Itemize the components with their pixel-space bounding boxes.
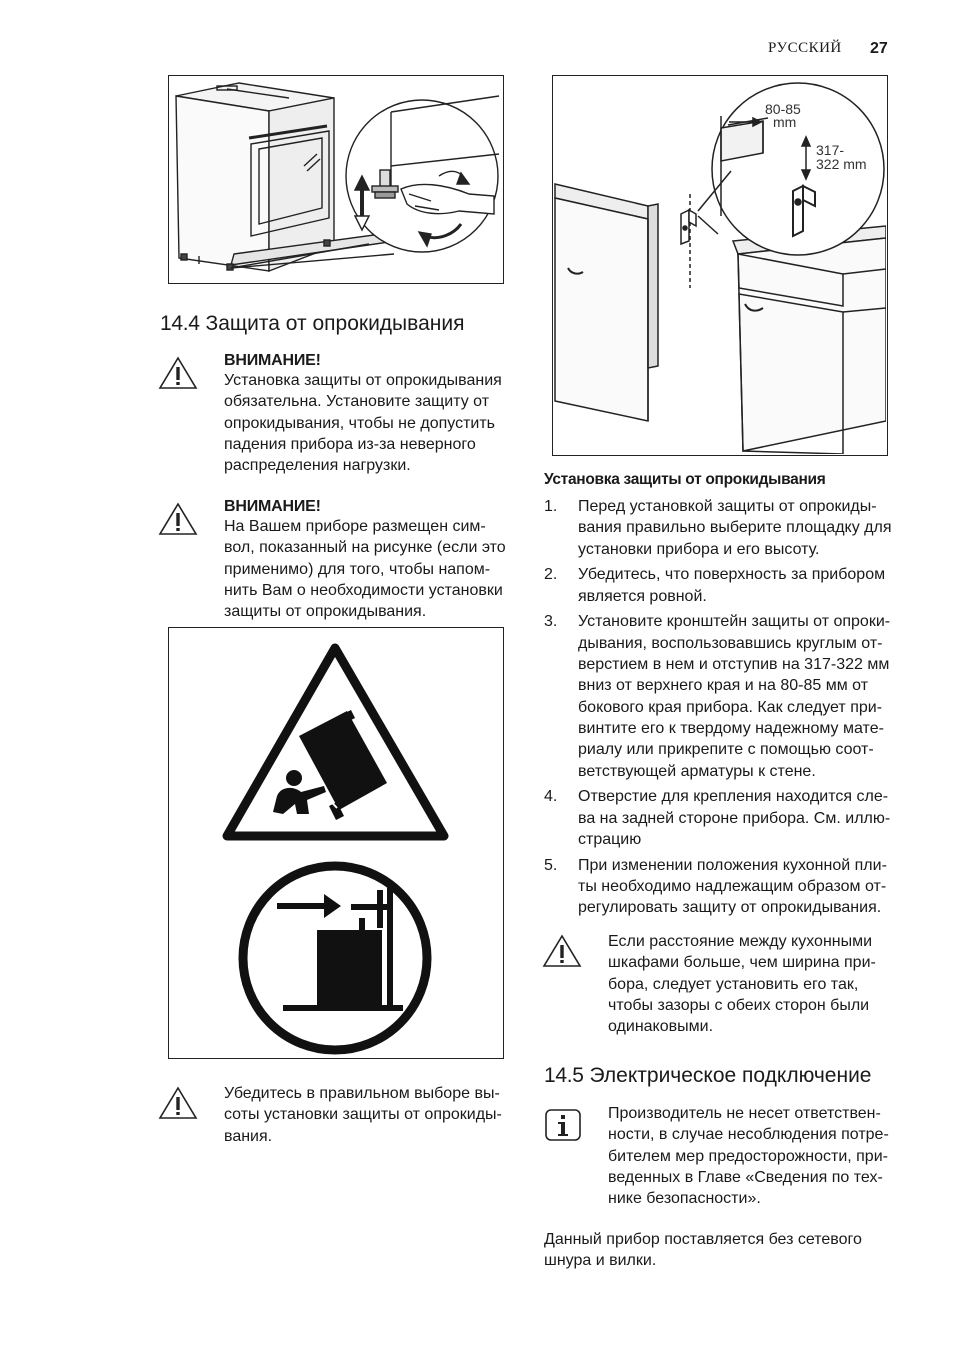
paragraph-line: Данный прибор поставляется без сетевого bbox=[544, 1231, 862, 1248]
caution-line: шкафами больше, чем ширина при- bbox=[608, 954, 876, 972]
warning-1-line: опрокидывания, чтобы не допустить bbox=[224, 414, 495, 432]
spacing-caution bbox=[608, 931, 908, 1037]
section-14-5-title: Электрическое подключение bbox=[589, 1064, 872, 1087]
step-line: установки прибора и его высоту. bbox=[578, 540, 820, 558]
step-line: регулировать защиту от опрокидывания. bbox=[578, 899, 882, 917]
warning-2-text bbox=[224, 516, 514, 622]
anti-tilt-installation-illustration bbox=[553, 76, 886, 454]
manufacturer-info bbox=[608, 1103, 908, 1209]
info-line: нике безопасности». bbox=[608, 1190, 761, 1208]
step-number: 2. bbox=[544, 566, 558, 584]
tip-over-symbol bbox=[169, 628, 502, 1057]
warning-1-line: распределения нагрузки. bbox=[224, 457, 411, 475]
step-line: винтите его к твердому надежному мате- bbox=[578, 719, 884, 737]
warning-2-title: ВНИМАНИЕ! bbox=[224, 498, 321, 515]
step-line: риалу или прикрепите с помощью соот- bbox=[578, 741, 874, 759]
step-line: дывания, воспользовавшись круглым от- bbox=[578, 634, 883, 652]
warning-2-line: На Вашем приборе размещен сим- bbox=[224, 518, 486, 535]
step-item bbox=[544, 564, 904, 607]
dim-height-unit: 322 mm bbox=[816, 156, 867, 172]
step-item bbox=[544, 786, 904, 850]
dim-height-value: 317- bbox=[816, 142, 845, 158]
step-number: 5. bbox=[544, 856, 558, 874]
info-line: ности, в случае несоблюдения потре- bbox=[608, 1126, 889, 1144]
step-number: 4. bbox=[544, 788, 558, 806]
warning-icon bbox=[542, 934, 582, 968]
section-14-5-number: 14.5 bbox=[544, 1064, 584, 1087]
step-line: Установите кронштейн защиты от опроки- bbox=[578, 613, 891, 631]
dim-side-unit: mm bbox=[773, 114, 797, 130]
step-line: ва на задней стороне прибора. См. иллю- bbox=[578, 809, 891, 827]
section-14-4-heading bbox=[160, 312, 464, 336]
step-item bbox=[544, 496, 904, 560]
warning-1-line: Установка защиты от опрокидывания bbox=[224, 372, 502, 389]
warning-icon bbox=[158, 502, 198, 536]
step-item bbox=[544, 855, 904, 919]
installation-steps bbox=[544, 496, 904, 923]
page-number: 27 bbox=[870, 40, 888, 57]
step-line: ветствующей арматуры к стене. bbox=[578, 762, 816, 780]
cooker-feet-illustration bbox=[169, 76, 502, 282]
anti-tilt-installation-figure bbox=[552, 75, 888, 456]
section-14-4-number: 14.4 bbox=[160, 312, 200, 335]
warning-1-title: ВНИМАНИЕ! bbox=[224, 352, 321, 369]
note-line: вания. bbox=[224, 1127, 273, 1145]
warning-block-2 bbox=[224, 498, 514, 622]
step-line: ты необходимо надлежащим образом от- bbox=[578, 878, 887, 896]
dim-side-value: 80-85 bbox=[765, 101, 801, 117]
step-line: Отверстие для крепления находится сле- bbox=[578, 788, 889, 806]
step-number: 1. bbox=[544, 498, 558, 515]
step-line: Убедитесь, что поверхность за прибором bbox=[578, 566, 886, 584]
step-number: 3. bbox=[544, 613, 558, 631]
step-line: бокового края прибора. Как следует при- bbox=[578, 698, 883, 716]
section-14-5-heading bbox=[544, 1064, 871, 1088]
warning-2-line: нить Вам о необходимости установки bbox=[224, 581, 503, 599]
warning-block-1 bbox=[224, 352, 514, 476]
warning-2-line: применимо) для того, чтобы напом- bbox=[224, 560, 491, 578]
tip-over-symbol-figure bbox=[168, 627, 504, 1059]
info-line: бителем мер предосторожности, при- bbox=[608, 1147, 888, 1165]
warning-1-text bbox=[224, 370, 514, 476]
step-line: страцию bbox=[578, 830, 642, 848]
step-line: Перед установкой защиты от опрокиды- bbox=[578, 498, 877, 515]
warning-icon bbox=[158, 1086, 198, 1120]
info-line: веденных в Главе «Сведения по тех- bbox=[608, 1168, 883, 1186]
step-line: верстием в нем и отступив на 317-322 мм bbox=[578, 656, 890, 674]
step-item bbox=[544, 611, 904, 781]
warning-2-line: вол, показанный на рисунке (если это bbox=[224, 539, 506, 557]
section-14-4-title: Защита от опрокидывания bbox=[205, 312, 465, 335]
height-note bbox=[224, 1083, 514, 1147]
warning-1-line: падения прибора из-за неверного bbox=[224, 435, 476, 453]
info-line: Производитель не несет ответствен- bbox=[608, 1105, 881, 1122]
step-line: является ровной. bbox=[578, 587, 707, 605]
paragraph-line: шнура и вилки. bbox=[544, 1252, 657, 1270]
note-line: Убедитесь в правильном выборе вы- bbox=[224, 1085, 500, 1102]
caution-line: бора, следует установить его так, bbox=[608, 975, 859, 993]
step-line: При изменении положения кухонной пли- bbox=[578, 856, 887, 874]
info-icon bbox=[544, 1108, 582, 1142]
step-line: вниз от верхнего края и на 80-85 мм от bbox=[578, 677, 869, 695]
header-language: РУССКИЙ bbox=[768, 40, 842, 56]
caution-line: чтобы зазоры с обеих сторон были bbox=[608, 996, 870, 1014]
warning-icon bbox=[158, 356, 198, 390]
step-line: вания правильно выберите площадку для bbox=[578, 519, 892, 537]
installation-subtitle: Установка защиты от опрокидывания bbox=[544, 471, 826, 488]
power-cord-paragraph bbox=[544, 1229, 904, 1272]
note-line: соты установки защиты от опрокиды- bbox=[224, 1106, 502, 1124]
cooker-feet-figure bbox=[168, 75, 504, 284]
caution-line: одинаковыми. bbox=[608, 1018, 714, 1036]
warning-1-line: обязательна. Установите защиту от bbox=[224, 393, 490, 411]
caution-line: Если расстояние между кухонными bbox=[608, 933, 873, 950]
warning-2-line: защиты от опрокидывания. bbox=[224, 603, 427, 621]
